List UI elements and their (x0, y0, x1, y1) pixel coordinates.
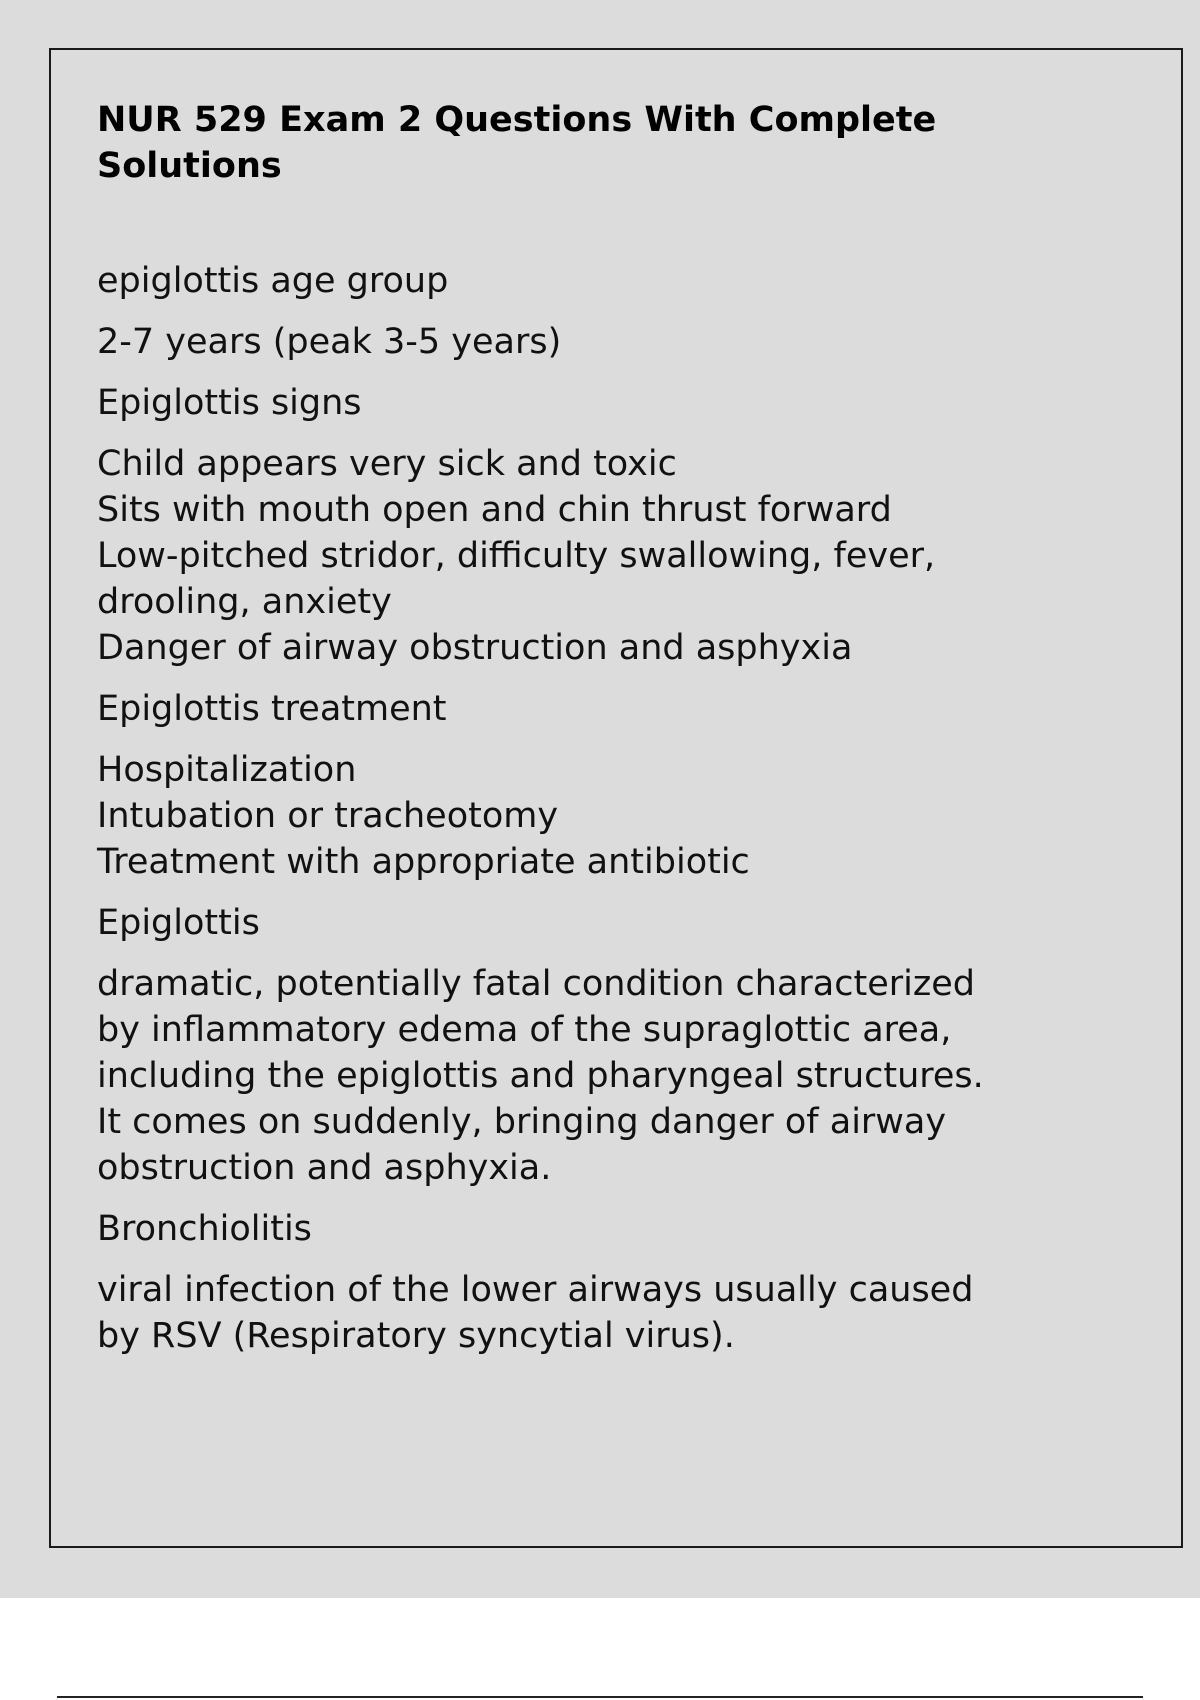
question-age-group: epiglottis age group (97, 261, 449, 301)
question-epiglottis: Epiglottis (97, 903, 260, 943)
document-content (97, 97, 1077, 1374)
question-bronchiolitis: Bronchiolitis (97, 1209, 312, 1249)
answer-bronchiolitis: viral infection of the lower airways usually caused by RSV (Respiratory syncytial virus). (97, 1270, 974, 1356)
answer-treatment: Hospitalization Intubation or tracheotomy Treatment with appropriate antibiotic (97, 750, 750, 882)
answer-epiglottis: dramatic, potentially fatal condition characterized by inflammatory edema of the supraglottic area, including the epiglottis and pharyngeal structures. It comes on suddenly, bringing danger of airway obstruction and asphyxia. (97, 964, 984, 1188)
qa-list (97, 258, 1077, 1359)
question-signs: Epiglottis signs (97, 383, 362, 423)
question-treatment: Epiglottis treatment (97, 689, 447, 729)
footer-rule (57, 1696, 1143, 1698)
answer-signs: Child appears very sick and toxic Sits with mouth open and chin thrust forward Low-pitched stridor, difficulty swallowing, fever, drooling, anxiety Danger of airway obstruction and asphyxia (97, 444, 936, 668)
document-title: NUR 529 Exam 2 Questions With Complete Solutions (97, 100, 937, 186)
answer-age-group: 2-7 years (peak 3-5 years) (97, 322, 562, 362)
